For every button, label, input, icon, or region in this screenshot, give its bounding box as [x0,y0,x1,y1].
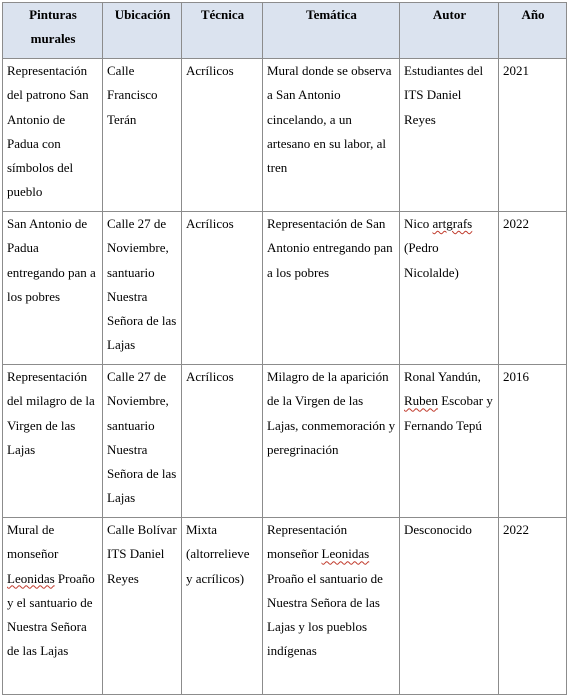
cell-year: 2022 [499,518,567,695]
cell-author [400,212,499,365]
cell-location: Calle 27 de Noviembre, santuario Nuestra Señora de las Lajas [103,365,182,518]
cell-author [400,365,499,518]
author-text: Nico [404,216,433,231]
cell-author: Estudiantes del ITS Daniel Reyes [400,59,499,212]
mural-text: Proaño y el santuario de Nuestra Señora de las Lajas [7,570,95,659]
theme-text: Proaño el santuario de Nuestra Señora de las Lajas y los pueblos indígenas [267,570,383,659]
table-header [3,3,567,59]
cell-location: Calle Bolívar ITS Daniel Reyes [103,518,182,695]
cell-technique: Acrílicos [182,365,263,518]
table-row [3,518,567,695]
theme-text: Representación monseñor [267,522,348,562]
header-ubicacion: Ubicación [103,3,182,59]
header-tecnica: Técnica [182,3,263,59]
cell-mural: Representación del milagro de la Virgen de las Lajas [3,365,103,518]
cell-technique: Mixta (altorrelieve y acrílicos) [182,518,263,695]
cell-year: 2016 [499,365,567,518]
cell-location: Calle 27 de Noviembre, santuario Nuestra Señora de las Lajas [103,212,182,365]
cell-theme: Milagro de la aparición de la Virgen de las Lajas, conmemoración y peregrinación [263,365,400,518]
spellcheck-mark: artgrafs [432,216,473,231]
murals-table [2,2,567,695]
spellcheck-mark: Leonidas [321,546,370,562]
header-row [3,3,567,59]
cell-mural: Representación del patrono San Antonio de Padua con símbolos del pueblo [3,59,103,212]
cell-theme [263,518,400,695]
cell-year: 2021 [499,59,567,212]
author-text: (Pedro Nicolalde) [404,240,459,280]
header-anio: Año [499,3,567,59]
header-tematica: Temática [263,3,400,59]
spellcheck-mark: Leonidas [7,570,55,586]
header-autor: Autor [400,3,499,59]
author-text: Escobar y Fernando Tepú [404,393,493,433]
cell-location: Calle Francisco Terán [103,59,182,212]
mural-text: Mural de monseñor [7,522,59,562]
cell-mural [3,518,103,695]
table-row [3,212,567,365]
cell-technique: Acrílicos [182,59,263,212]
table-row [3,365,567,518]
header-pinturas-murales: Pinturas murales [3,3,103,59]
cell-theme: Mural donde se observa a San Antonio cincelando, a un artesano en su labor, al tren [263,59,400,212]
table-body [3,59,567,695]
cell-year: 2022 [499,212,567,365]
table-row [3,59,567,212]
cell-theme: Representación de San Antonio entregando pan a los pobres [263,212,400,365]
cell-mural: San Antonio de Padua entregando pan a los pobres [3,212,103,365]
cell-author: Desconocido [400,518,499,695]
cell-technique: Acrílicos [182,212,263,365]
author-text: Ronal Yandún, [404,369,481,384]
spellcheck-mark: Ruben [404,393,438,409]
